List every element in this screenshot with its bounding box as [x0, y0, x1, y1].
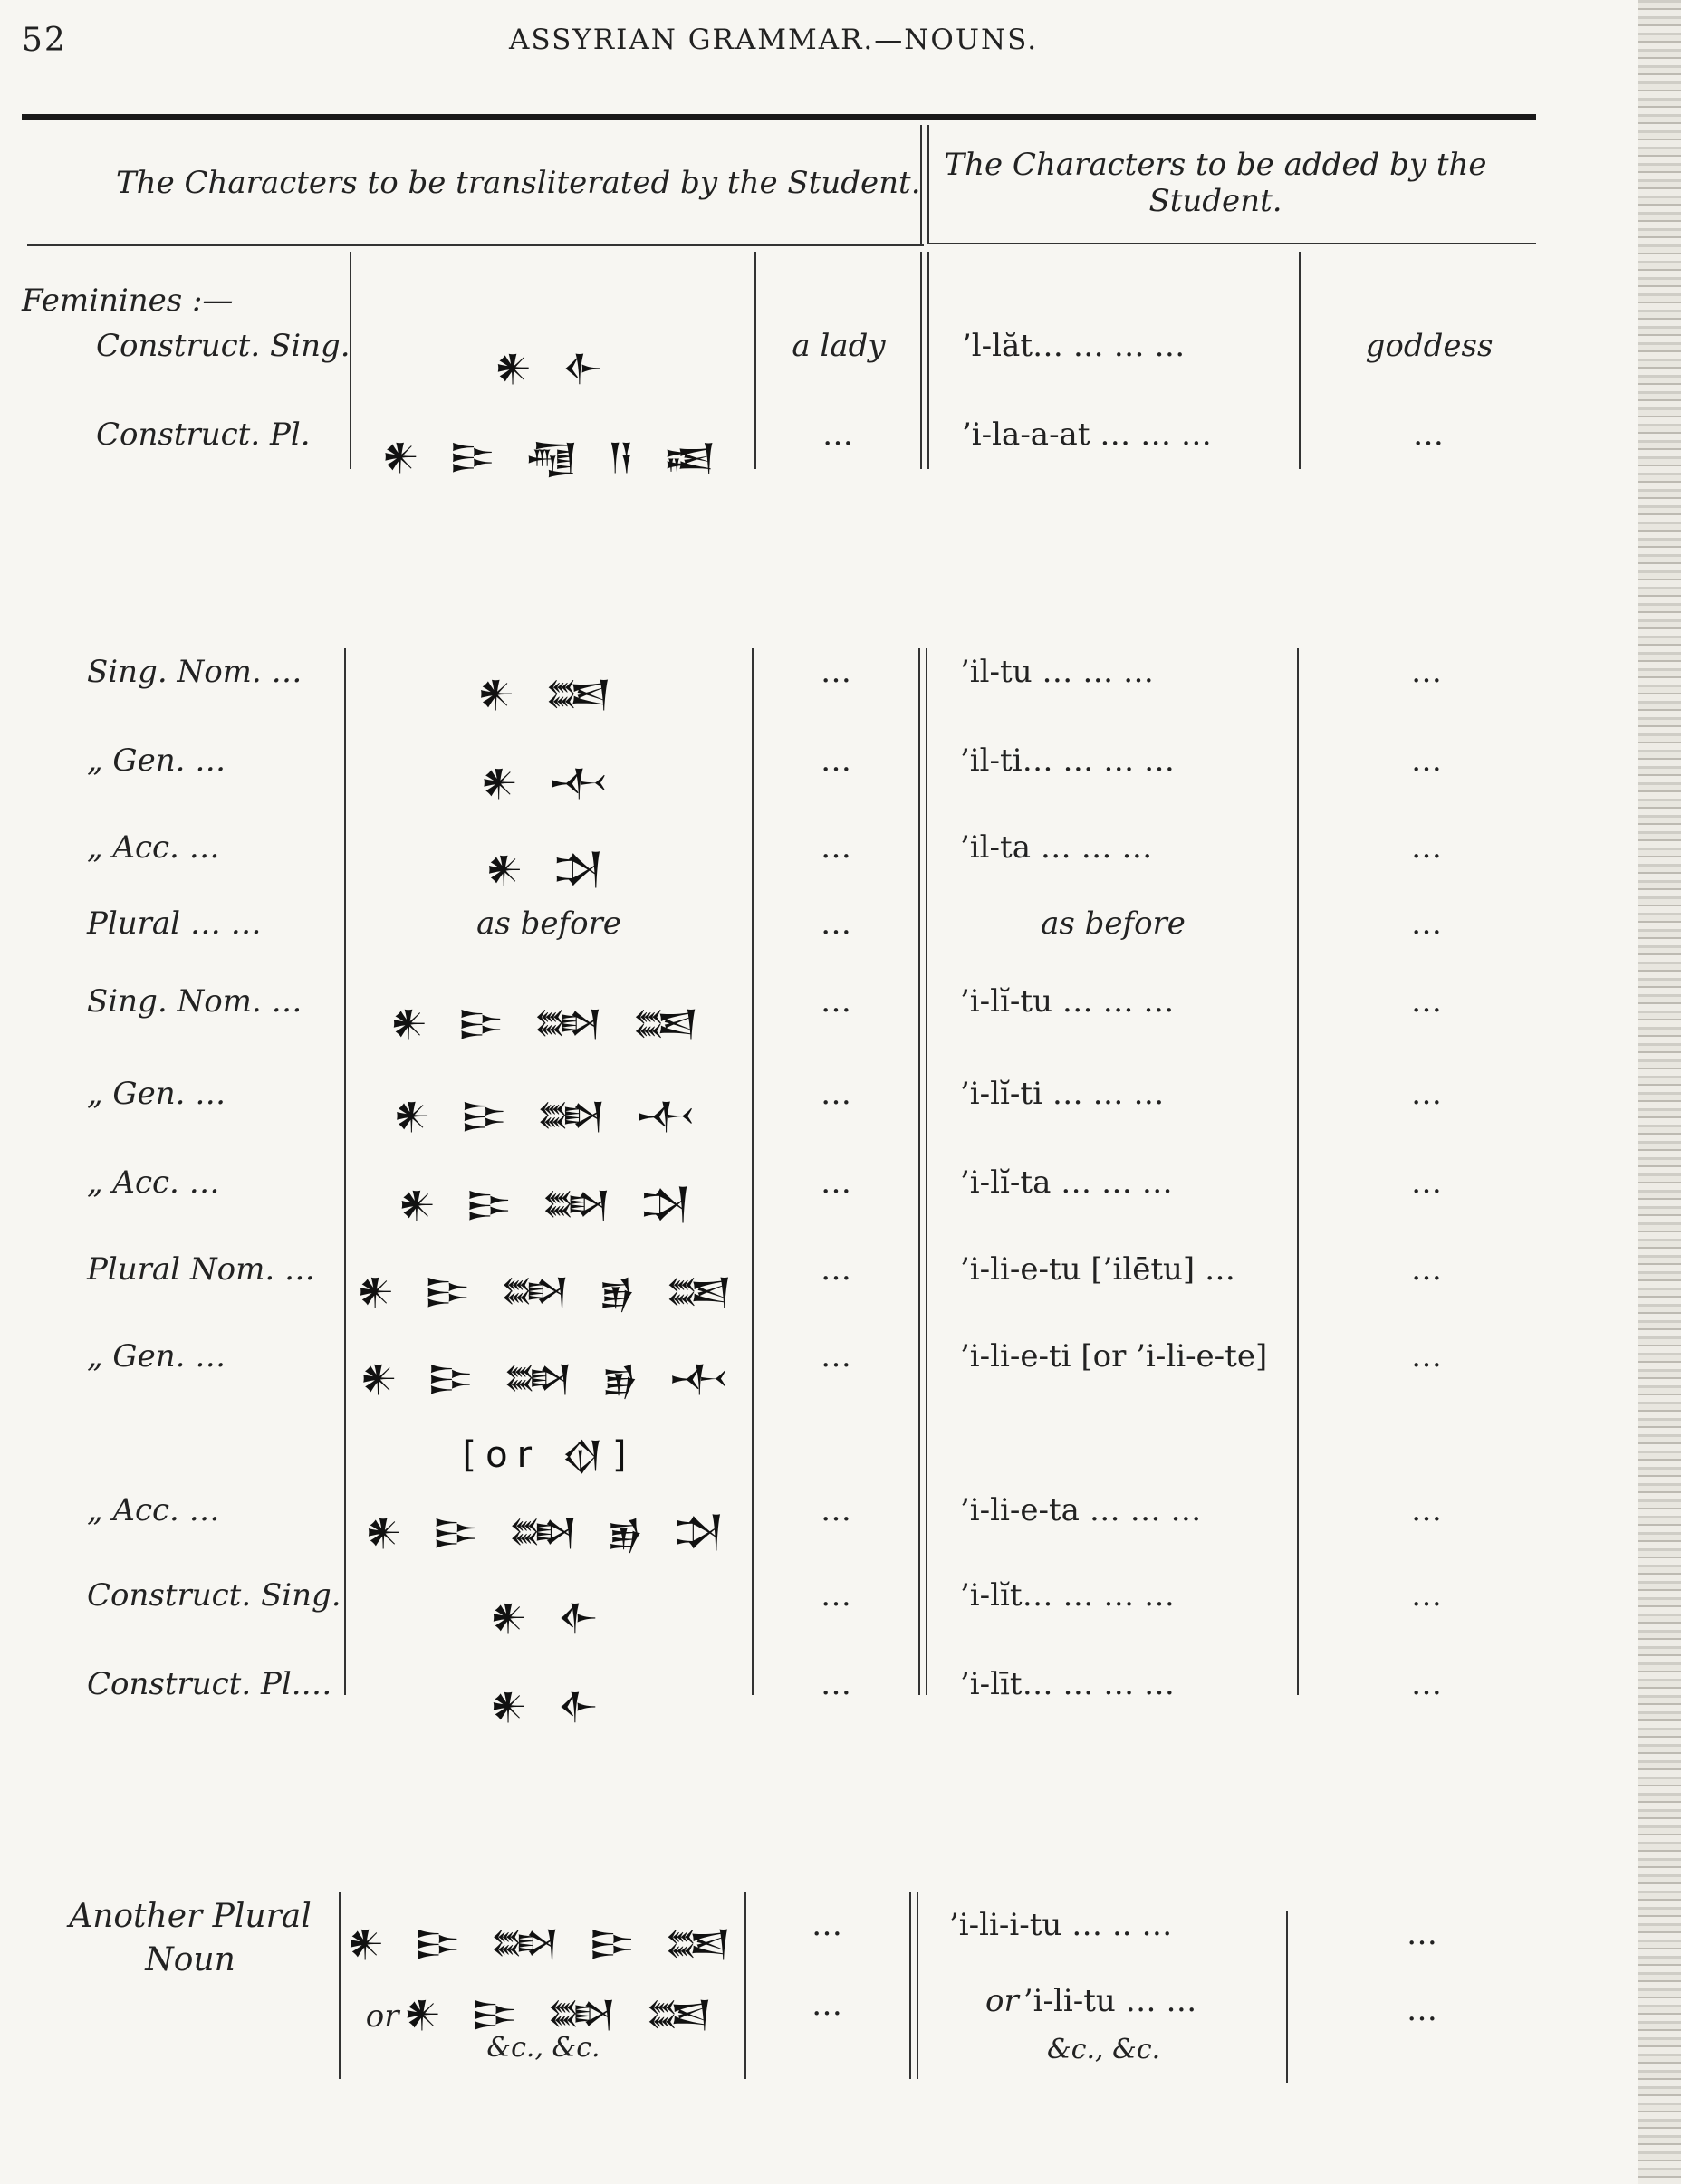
s3-translit-2: ’i-li-tu … … — [1023, 1983, 1197, 2019]
right-column-heading-line1: The Characters to be added by the — [944, 147, 1487, 183]
s2-row-gloss: … — [1411, 1492, 1444, 1528]
s2-row-meaning: … — [821, 1338, 853, 1375]
heading-double-rule-a — [920, 125, 922, 244]
s3-cuneiform-2-prefix: or — [365, 1998, 399, 2035]
s2-row-label: „ Gen. … — [87, 1076, 226, 1112]
s2-row-gloss: … — [1411, 1076, 1444, 1112]
s3-label-line1: Another Plural — [69, 1898, 312, 1935]
s2-row-cuneiform: 𒀭 𒋫 — [485, 849, 613, 891]
s2-row-meaning: … — [821, 1492, 853, 1528]
heading-rule-left — [27, 244, 924, 246]
s2-divider-double-b — [926, 648, 927, 1695]
s2-row-meaning: … — [821, 654, 853, 690]
scan-page-edge — [1638, 0, 1681, 2184]
s2-row-meaning: … — [821, 1251, 853, 1288]
left-column-heading: The Characters to be transliterated by the Student. — [116, 165, 921, 201]
heading-rule-right — [929, 243, 1536, 244]
s2-row-gloss: … — [1411, 742, 1444, 779]
s2-row-translit: as before — [1041, 905, 1186, 942]
s3-divider-label — [339, 1892, 341, 2079]
s2-row-label: Construct. Sing. — [87, 1577, 341, 1614]
section-heading-feminines: Feminines :— — [22, 283, 234, 319]
running-title: ASSYRIAN GRAMMAR.—NOUNS. — [509, 24, 1039, 56]
s3-label-line2: Noun — [145, 1941, 235, 1978]
s2-row-translit: ’i-li-e-tu [’ilētu] … — [960, 1251, 1235, 1288]
s1-divider-cuneiform — [754, 252, 756, 469]
heading-double-rule-b — [927, 125, 929, 244]
s1-divider-double-b — [927, 252, 929, 469]
s2-row-translit: ’il-tu … … … — [960, 654, 1155, 690]
s2-row-label: Construct. Pl.… — [87, 1666, 332, 1702]
s2-row-cuneiform: 𒀭 𒄿 𒇷 𒋫 — [398, 1184, 700, 1226]
s1-row2-label: Construct. Pl. — [96, 417, 311, 453]
s1-row1-gloss: goddess — [1365, 328, 1494, 364]
s3-translit-2-prefix: or — [985, 1983, 1019, 2019]
s2-row-meaning: … — [821, 1164, 853, 1201]
s2-row-translit: ’i-lĭ-tu … … … — [960, 983, 1175, 1020]
s2-row-gloss: … — [1411, 1338, 1444, 1375]
s2-row-meaning: … — [821, 1666, 853, 1702]
s1-row1-label: Construct. Sing. — [96, 328, 351, 364]
s2-row-translit: ’i-lĭt… … … … — [960, 1577, 1176, 1614]
s3-translit-2-row — [985, 1983, 1196, 2019]
s2-divider-translit — [1297, 648, 1299, 1695]
s2-row-cuneiform: 𒀭 𒄿 𒇷 𒌅 — [389, 1003, 708, 1045]
s2-row-cuneiform: 𒀭 𒅆 — [489, 1686, 609, 1728]
s1-row1-meaning: a lady — [792, 328, 886, 364]
s2-row-gloss: … — [1411, 829, 1444, 866]
s2-row-meaning: … — [821, 983, 853, 1020]
s3-meaning-1: … — [812, 1907, 844, 1943]
s3-cuneiform-1: 𒀭 𒄿 𒇷 𒄿 𒌅 — [346, 1923, 741, 1965]
s1-divider-translit — [1299, 252, 1301, 469]
s3-cuneiform-2: 𒀭 𒄿 𒇷 𒌅 — [403, 1994, 722, 2036]
s2-row-label: „ Gen. … — [87, 1338, 226, 1375]
s3-gloss-1: … — [1407, 1916, 1439, 1952]
s2-row-gloss: … — [1411, 654, 1444, 690]
s2-row-translit: ’i-lĭ-ta … … … — [960, 1164, 1173, 1201]
s2-row-cuneiform: 𒀭 𒄿 𒇷 𒂊 𒌅 — [356, 1271, 742, 1313]
s2-row-translit: ’il-ta … … … — [960, 829, 1153, 866]
s2-row-meaning: … — [821, 829, 853, 866]
s1-row2-meaning: … — [822, 417, 855, 453]
s2-row-label: Plural Nom. … — [87, 1251, 315, 1288]
s2-row-gloss: … — [1411, 1666, 1444, 1702]
s3-divider-translit — [1286, 1911, 1288, 2083]
header-rule — [22, 114, 1536, 120]
s2-row-translit: ’i-līt… … … … — [960, 1666, 1176, 1702]
right-column-heading-line2: Student. — [1148, 183, 1282, 219]
s3-cuneiform-etc: &c., &c. — [486, 2032, 600, 2064]
s2-row-cuneiform: as before — [476, 905, 621, 942]
s2-row-translit: ’i-li-e-ta … … … — [960, 1492, 1202, 1528]
s3-gloss-2: … — [1407, 1992, 1439, 2028]
s2-row-cuneiform: 𒀭 𒄿 𒇷 𒂊 𒋫 — [364, 1512, 734, 1554]
s2-row-meaning: … — [821, 742, 853, 779]
s1-row1-cuneiform: 𒀭 𒅆 — [494, 348, 613, 389]
s2-row-label: „ Gen. … — [87, 742, 226, 779]
s2-row-translit: ’il-ti… … … … — [960, 742, 1176, 779]
s2-row-cuneiform: 𒀭 𒋾 — [480, 762, 618, 804]
s2-row-cuneiform: 𒀭 𒌅 — [476, 674, 621, 715]
s2-row-cuneiform-alt: [or 𒋼] — [462, 1434, 636, 1476]
s2-row-cuneiform: 𒀭 𒅆 — [489, 1597, 609, 1639]
s2-row-label: Sing. Nom. … — [87, 983, 303, 1020]
s2-row-gloss: … — [1411, 1577, 1444, 1614]
s2-row-gloss: … — [1411, 905, 1444, 942]
s2-row-label: Plural … … — [87, 905, 262, 942]
s2-row-gloss: … — [1411, 1164, 1444, 1201]
s1-row2-cuneiform: 𒀭 𒄿 𒆷 𒀀 𒀜 — [381, 436, 725, 478]
s2-row-translit: ’i-li-e-ti [or ’i-li-e-te] — [960, 1338, 1268, 1375]
s2-divider-double-a — [918, 648, 920, 1695]
s3-meaning-2: … — [812, 1987, 844, 2023]
s2-row-cuneiform: 𒀭 𒄿 𒇷 𒂊 𒋾 — [360, 1358, 738, 1400]
s1-divider-double-a — [920, 252, 922, 469]
s2-row-label: „ Acc. … — [87, 1164, 220, 1201]
s2-row-gloss: … — [1411, 1251, 1444, 1288]
s2-row-gloss: … — [1411, 983, 1444, 1020]
s2-row-cuneiform: 𒀭 𒄿 𒇷 𒋾 — [393, 1096, 705, 1137]
s3-translit-etc: &c., &c. — [1047, 2034, 1161, 2065]
s2-row-translit: ’i-lĭ-ti … … … — [960, 1076, 1165, 1112]
s2-divider-label — [344, 648, 346, 1695]
s1-row1-translit: ’l-lăt… … … … — [962, 328, 1186, 364]
s2-row-meaning: … — [821, 905, 853, 942]
s2-row-meaning: … — [821, 1076, 853, 1112]
page-number: 52 — [22, 22, 67, 59]
s2-row-label: „ Acc. … — [87, 829, 220, 866]
s1-row2-translit: ’i-la-a-at … … … — [962, 417, 1212, 453]
s2-divider-cuneiform — [752, 648, 754, 1695]
s3-divider-cuneiform — [744, 1892, 746, 2079]
s2-row-label: Sing. Nom. … — [87, 654, 303, 690]
s2-row-label: „ Acc. … — [87, 1492, 220, 1528]
s1-row2-gloss: … — [1413, 417, 1446, 453]
s3-translit-1: ’i-li-i-tu … .. … — [949, 1907, 1173, 1943]
s3-divider-double-b — [917, 1892, 918, 2079]
s3-divider-double-a — [909, 1892, 911, 2079]
s2-row-meaning: … — [821, 1577, 853, 1614]
